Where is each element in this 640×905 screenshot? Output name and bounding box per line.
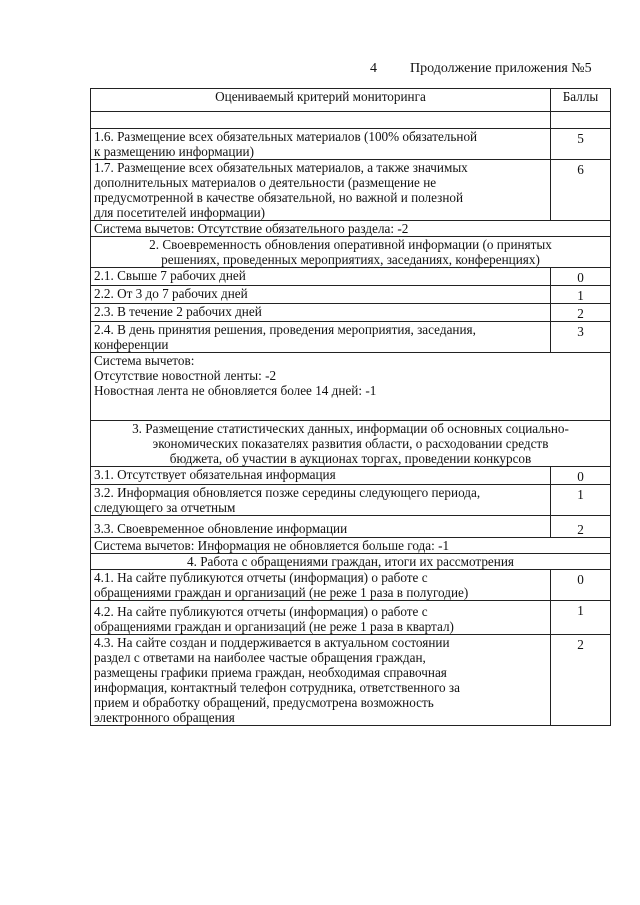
criterion-2-4: 2.4. В день принятия решения, проведения мероприятия, заседания, конференции xyxy=(91,322,551,353)
score-4-1: 0 xyxy=(551,570,611,601)
score-2-4: 3 xyxy=(551,322,611,353)
table-row xyxy=(91,485,611,516)
score-2-2: 1 xyxy=(551,286,611,304)
score-1-7: 6 xyxy=(551,160,611,221)
score-3-3: 2 xyxy=(551,516,611,538)
table-row xyxy=(91,538,611,554)
criterion-3-1: 3.1. Отсутствует обязательная информация xyxy=(91,467,551,485)
criterion-4-2: 4.2. На сайте публикуются отчеты (информация) о работе с обращениями граждан и организаций (не реже 1 раза в квартал) xyxy=(91,601,551,635)
table-row xyxy=(91,221,611,237)
table-header-row xyxy=(91,89,611,112)
table-row xyxy=(91,635,611,726)
score-4-3: 2 xyxy=(551,635,611,726)
score-column-header: Баллы xyxy=(551,89,611,112)
section-heading-row xyxy=(91,237,611,268)
criterion-1-6: 1.6. Размещение всех обязательных материалов (100% обязательной к размещению информации) xyxy=(91,129,551,160)
criterion-4-1: 4.1. На сайте публикуются отчеты (информация) о работе с обращениями граждан и организаций (не реже 1 раза в полугодие) xyxy=(91,570,551,601)
criterion-3-2: 3.2. Информация обновляется позже середины следующего периода, следующего за отчетным xyxy=(91,485,551,516)
table-spacer-row xyxy=(91,112,611,129)
table-row xyxy=(91,286,611,304)
section-heading-row xyxy=(91,421,611,467)
table-row xyxy=(91,467,611,485)
criterion-3-3: 3.3. Своевременное обновление информации xyxy=(91,516,551,538)
score-3-2: 1 xyxy=(551,485,611,516)
table-row xyxy=(91,601,611,635)
criterion-2-1: 2.1. Свыше 7 рабочих дней xyxy=(91,268,551,286)
table-row xyxy=(91,268,611,286)
page-header xyxy=(370,61,620,79)
table-row xyxy=(91,129,611,160)
score-1-6: 5 xyxy=(551,129,611,160)
score-2-1: 0 xyxy=(551,268,611,286)
score-2-3: 2 xyxy=(551,304,611,322)
section-3-title: 3. Размещение статистических данных, информации об основных социально- экономических показателях развития области, о расходовании средств бюджета, об участии в аукционах торгах, проведении конкурсов xyxy=(91,421,611,467)
section-4-title: 4. Работа с обращениями граждан, итоги их рассмотрения xyxy=(91,554,611,570)
criterion-2-2: 2.2. От 3 до 7 рабочих дней xyxy=(91,286,551,304)
monitoring-criteria-table xyxy=(90,88,611,726)
table-row xyxy=(91,516,611,538)
criterion-4-3: 4.3. На сайте создан и поддерживается в актуальном состоянии раздел с ответами на наиболее частые обращения граждан, размещены графики приема граждан, необходимая справочная информация, контактный телефон сотрудника, ответственного за прием и обработку обращений, предусмотрена возможность электронного обращения xyxy=(91,635,551,726)
table-row xyxy=(91,353,611,421)
table-row xyxy=(91,160,611,221)
penalty-section-2: Система вычетов: Отсутствие новостной ленты: -2 Новостная лента не обновляется более 14 дней: -1 xyxy=(91,353,611,421)
section-heading-row xyxy=(91,554,611,570)
section-2-title: 2. Своевременность обновления оперативной информации (о принятых решениях, проведенных мероприятиях, заседаниях, конференциях) xyxy=(91,237,611,268)
criterion-1-7: 1.7. Размещение всех обязательных материалов, а также значимых дополнительных материалов о деятельности (размещение не предусмотренной в качестве обязательной, но важной и полезной для посетителей информации) xyxy=(91,160,551,221)
score-3-1: 0 xyxy=(551,467,611,485)
criterion-2-3: 2.3. В течение 2 рабочих дней xyxy=(91,304,551,322)
penalty-section-1: Система вычетов: Отсутствие обязательного раздела: -2 xyxy=(91,221,611,237)
table-row xyxy=(91,304,611,322)
page-number: 4 xyxy=(370,61,377,76)
table-row xyxy=(91,570,611,601)
penalty-section-3: Система вычетов: Информация не обновляется больше года: -1 xyxy=(91,538,611,554)
score-4-2: 1 xyxy=(551,601,611,635)
table-row xyxy=(91,322,611,353)
criterion-column-header: Оцениваемый критерий мониторинга xyxy=(91,89,551,112)
appendix-continuation-title: Продолжение приложения №5 xyxy=(410,61,592,76)
